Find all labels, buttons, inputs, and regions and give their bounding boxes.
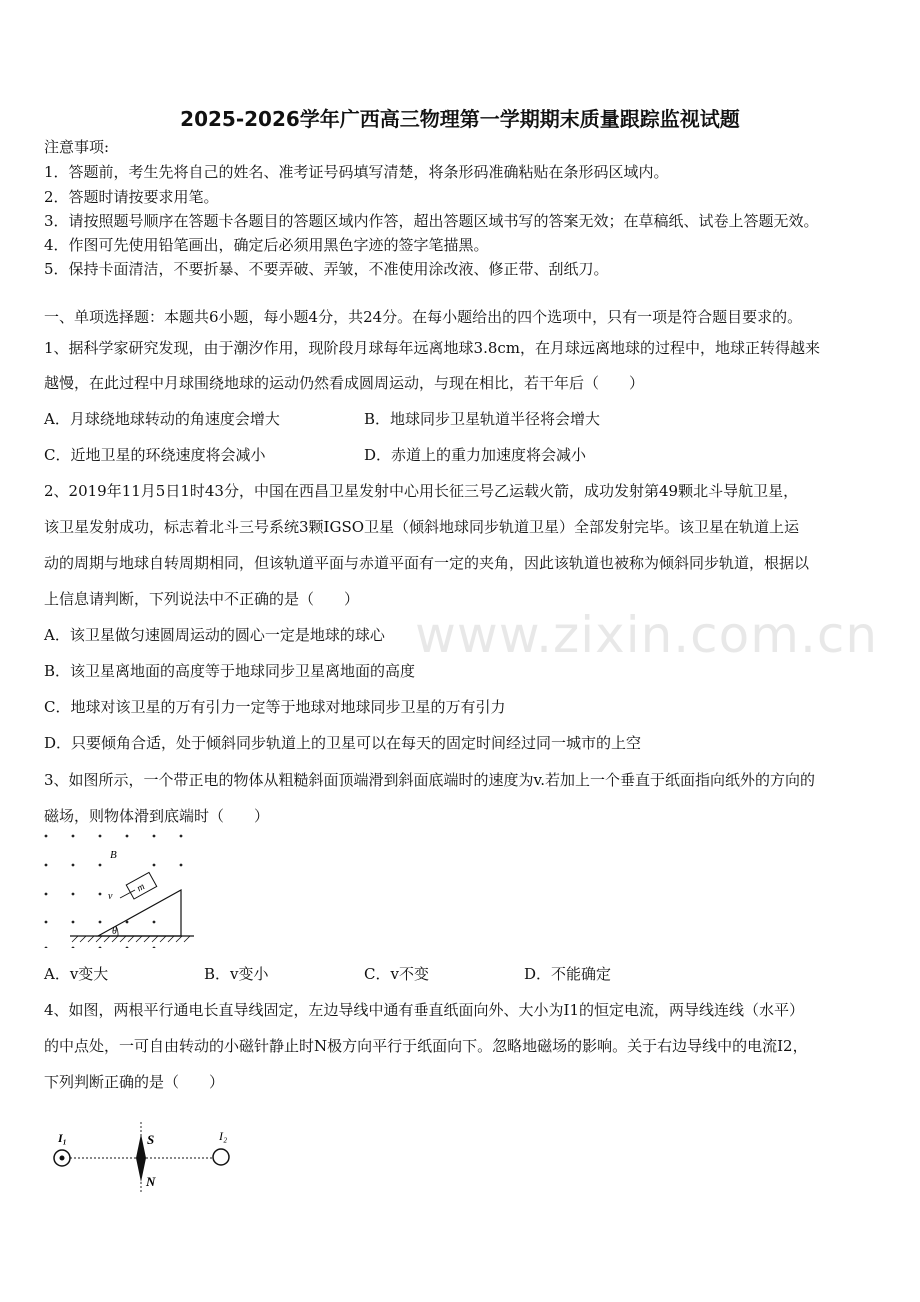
q2-stem-line: 上信息请判断，下列说法中不正确的是（ ）	[44, 590, 360, 608]
q4-stem-line: 下列判断正确的是（ ）	[44, 1073, 225, 1091]
notice-item: 4．作图可先使用铅笔画出，确定后必须用黑色字迹的签字笔描黑。	[44, 236, 489, 254]
q3-option-c: C．v不变	[364, 965, 429, 983]
needle-label-s: S	[147, 1132, 155, 1147]
q1-stem-line: 越慢，在此过程中月球围绕地球的运动仍然看成圆周运动，与现在相比，若干年后（ ）	[44, 374, 645, 392]
compass-needle	[136, 1122, 146, 1194]
notice-item: 5．保持卡面清洁，不要折暴、不要弄破、弄皱，不准使用涂改液、修正带、刮纸刀。	[44, 260, 609, 278]
q1-option-b: B．地球同步卫星轨道半径将会增大	[364, 410, 601, 428]
q2-option-c: C．地球对该卫星的万有引力一定等于地球对地球同步卫星的万有引力	[44, 698, 506, 716]
q2-stem-line: 该卫星发射成功，标志着北斗三号系统3颗IGSO卫星（倾斜地球同步轨道卫星）全部发射完毕。该卫星在轨道上运	[44, 518, 800, 536]
svg-text:m: m	[135, 881, 147, 895]
q2-stem-line: 2、2019年11月5日1时43分，中国在西昌卫星发射中心用长征三号乙运载火箭，成功发射第49颗北斗导航卫星，	[44, 482, 799, 500]
notice-item: 3．请按照题号顺序在答题卡各题目的答题区域内作答，超出答题区域书写的答案无效；在草稿纸、试卷上答题无效。	[44, 212, 819, 230]
q2-stem-line: 动的周期与地球自转周期相同，但该轨道平面与赤道平面有一定的夹角，因此该轨道也被称为倾斜同步轨道，根据以	[44, 554, 810, 572]
q1-option-c: C．近地卫星的环绕速度将会减小	[44, 446, 266, 464]
q2-option-a: A．该卫星做匀速圆周运动的圆心一定是地球的球心	[44, 626, 385, 644]
velocity-label: v	[108, 891, 113, 902]
wire-label-i2: I₂	[219, 1129, 228, 1143]
right-wire	[213, 1149, 229, 1165]
angle-label-theta: θ	[112, 926, 117, 937]
notice-heading: 注意事项:	[44, 138, 110, 156]
sliding-block	[126, 872, 156, 899]
notice-item: 1．答题前，考生先将自己的姓名、准考证号码填写清楚，将条形码准确粘贴在条形码区域内。	[44, 163, 669, 181]
watermark: www.zixin.com.cn	[415, 606, 879, 664]
q1-stem-line: 1、据科学家研究发现，由于潮汐作用，现阶段月球每年远离地球3.8cm，在月球远离地球的过程中，地球正转得越来	[44, 339, 821, 357]
q3-stem-line: 3、如图所示，一个带正电的物体从粗糙斜面顶端滑到斜面底端时的速度为v.若加上一个垂直于纸面指向纸外的方向的	[44, 771, 816, 789]
field-label-b: B	[110, 849, 117, 861]
section-heading: 一、单项选择题：本题共6小题，每小题4分，共24分。在每小题给出的四个选项中，只有一项是符合题目要求的。	[44, 308, 803, 326]
q3-incline-figure	[38, 826, 208, 948]
q3-option-b: B．v变小	[204, 965, 269, 983]
q4-wires-figure	[44, 1120, 244, 1200]
page-title: 2025-2026学年广西高三物理第一学期期末质量跟踪监视试题	[180, 107, 740, 131]
q3-option-d: D．不能确定	[524, 965, 612, 983]
q4-stem-line: 的中点处，一可自由转动的小磁针静止时N极方向平行于纸面向下。忽略地磁场的影响。关于右边导线中的电流I2，	[44, 1037, 808, 1055]
q3-option-a: A．v变大	[44, 965, 109, 983]
q4-stem-line: 4、如图，两根平行通电长直导线固定，左边导线中通有垂直纸面向外、大小为I1的恒定电流，两导线连线（水平）	[44, 1001, 805, 1019]
notice-item: 2．答题时请按要求用笔。	[44, 188, 219, 206]
q1-option-a: A．月球绕地球转动的角速度会增大	[44, 410, 280, 428]
q3-stem-line: 磁场，则物体滑到底端时（ ）	[44, 807, 270, 825]
needle-label-n: N	[146, 1174, 156, 1189]
wire-label-i1: I₁	[58, 1131, 67, 1145]
q1-option-d: D．赤道上的重力加速度将会减小	[364, 446, 587, 464]
q2-option-d: D．只要倾角合适，处于倾斜同步轨道上的卫星可以在每天的固定时间经过同一城市的上空	[44, 734, 642, 752]
q2-option-b: B．该卫星离地面的高度等于地球同步卫星离地面的高度	[44, 662, 416, 680]
